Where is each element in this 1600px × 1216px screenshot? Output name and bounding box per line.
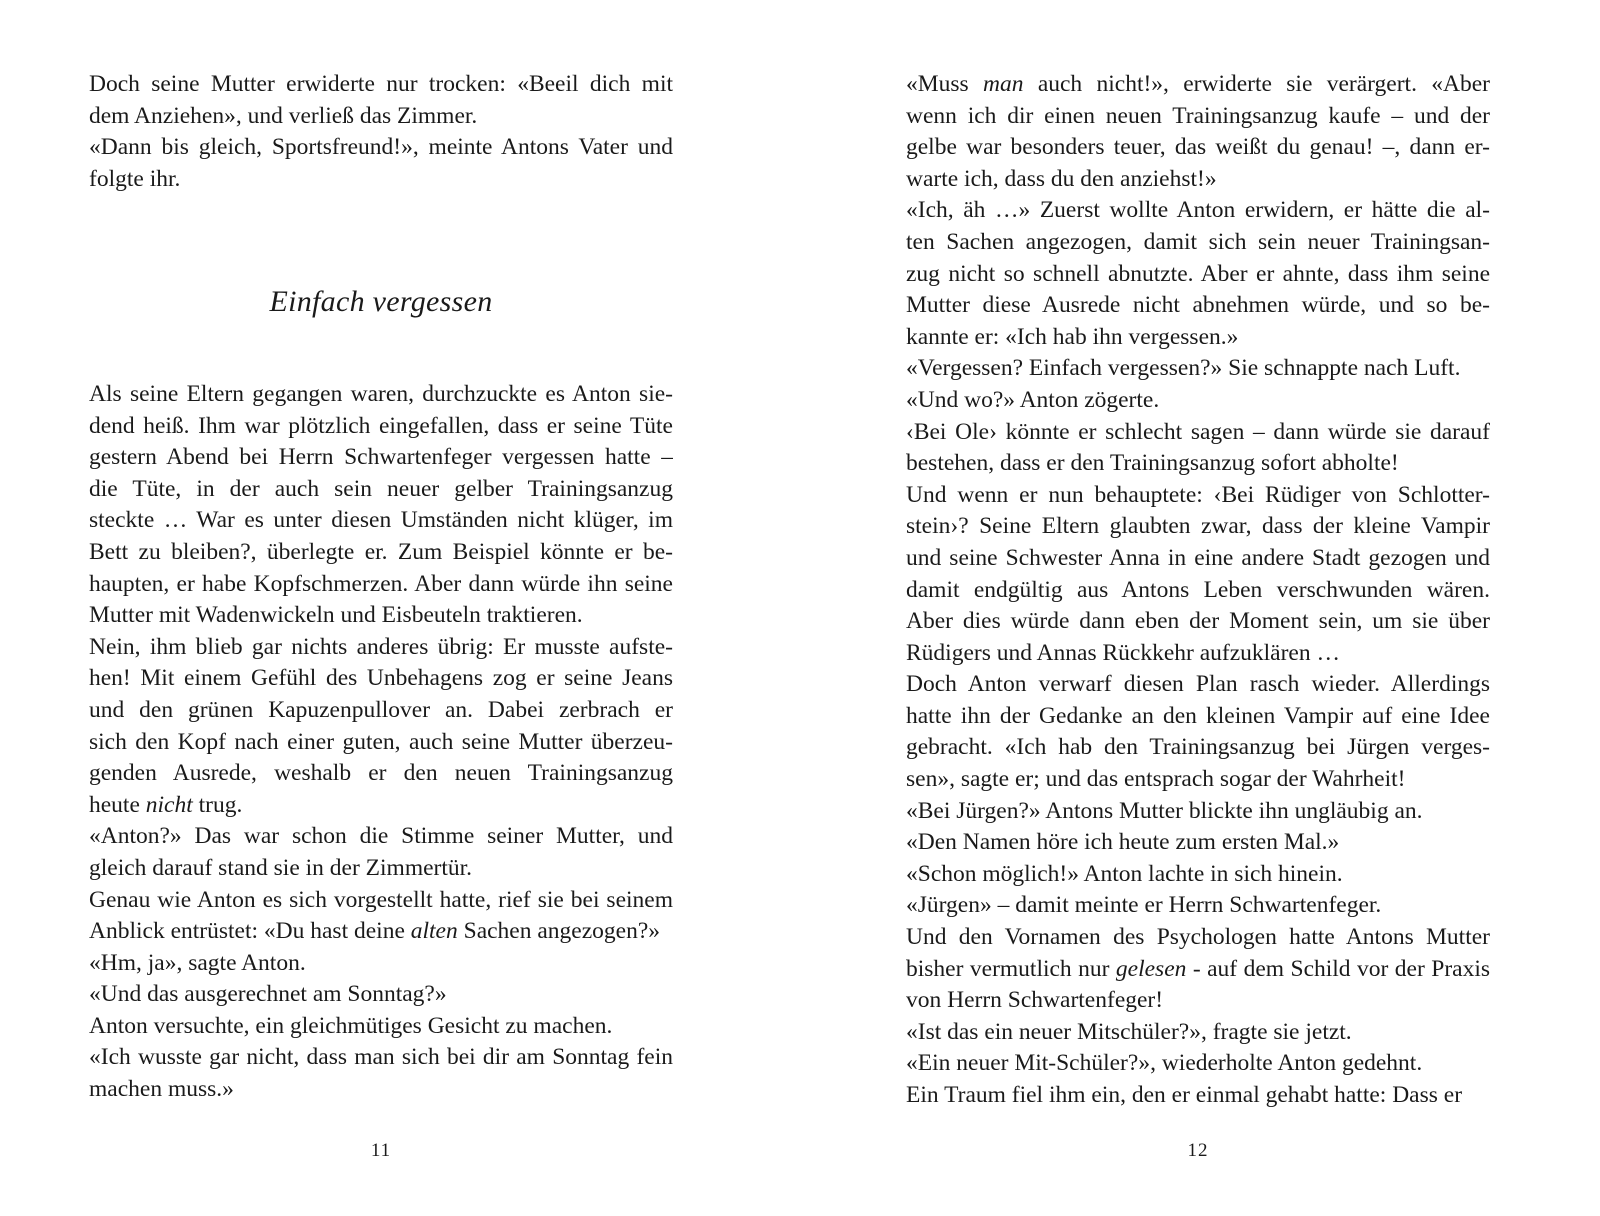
text-line: Anblick entrüstet: «Du hast deine alten Sachen angezogen?»	[89, 918, 661, 945]
text-line: Und den Vornamen des Psychologen hatte Antons Mutter	[906, 924, 1490, 951]
text-line: «Ist das ein neuer Mitschüler?», fragte sie jetzt.	[906, 1018, 1352, 1045]
text-line: «Bei Jürgen?» Antons Mutter blickte ihn ungläubig an.	[906, 797, 1423, 824]
emphasis: man	[983, 71, 1024, 97]
page-number-right: 12	[1187, 1140, 1209, 1161]
text-line: Mutter diese Ausrede nicht abnehmen würde, und so be-	[906, 292, 1490, 319]
emphasis: alten	[410, 918, 458, 945]
left-page-opening-text	[89, 69, 673, 195]
text-line: «Ich, äh …» Zuerst wollte Anton erwidern, er hätte die al-	[906, 197, 1490, 224]
text-line: zug nicht so schnell abnutzte. Aber er ahnte, dass ihm seine	[906, 260, 1490, 287]
text-line: Ein Traum fiel ihm ein, den er einmal gehabt hatte: Dass er	[906, 1082, 1463, 1108]
text-line: Als seine Eltern gegangen waren, durchzuckte es Anton sie-	[89, 381, 673, 407]
text-line: und den grünen Kapuzenpullover an. Dabei zerbrach er	[89, 696, 673, 723]
text-line: sich den Kopf nach einer guten, auch seine Mutter überzeu-	[89, 728, 673, 755]
text-line: damit endgültig aus Antons Leben verschwunden wären.	[906, 576, 1490, 603]
text-line: gelbe war besonders teuer, das weißt du genau! –, dann er-	[906, 134, 1490, 161]
text-line: Aber dies würde dann eben der Moment sein, um sie über	[906, 608, 1490, 635]
chapter-heading: Einfach vergessen	[269, 285, 493, 318]
text-line: bestehen, dass er den Trainingsanzug sofort abholte!	[906, 450, 1399, 477]
text-line: machen muss.»	[89, 1076, 234, 1103]
text-line: Und wenn er nun behauptete: ‹Bei Rüdiger von Schlotter-	[906, 481, 1490, 508]
text-line: «Und wo?» Anton zögerte.	[906, 386, 1160, 413]
text-line: kannte er: «Ich hab ihn vergessen.»	[906, 323, 1239, 350]
text-line: Rüdigers und Annas Rückkehr aufzuklären …	[906, 639, 1340, 666]
right-page	[800, 0, 1600, 1216]
text-line: genden Ausrede, weshalb er den neuen Trainingsanzug	[89, 760, 673, 787]
text-line: Genau wie Anton es sich vorgestellt hatte, rief sie bei seinem	[89, 886, 673, 913]
text-line: wenn ich dir einen neuen Trainingsanzug kaufe – und der	[906, 102, 1490, 129]
right-page-body-text	[906, 69, 1490, 1112]
text-line: «Hm, ja», sagte Anton.	[89, 949, 306, 976]
text-line: Doch seine Mutter erwiderte nur trocken: «Beeil dich mit	[89, 71, 673, 97]
text-line: steckte … War es unter diesen Umständen nicht klüger, im	[89, 507, 673, 534]
page-number-left: 11	[370, 1140, 392, 1161]
text-line: haupten, er habe Kopfschmerzen. Aber dann würde ihn seine	[89, 570, 673, 597]
text-line: ten Sachen angezogen, damit sich sein neuer Trainingsan-	[906, 228, 1490, 255]
emphasis: gelesen	[1115, 955, 1187, 982]
text-line: «Muss man auch nicht!», erwiderte sie verärgert. «Aber	[906, 71, 1490, 97]
text-line: stein›? Seine Eltern glaubten zwar, dass der kleine Vampir	[906, 513, 1490, 540]
text-line: und seine Schwester Anna in eine andere Stadt gezogen und	[906, 544, 1490, 571]
left-page-body-text	[89, 379, 673, 1106]
text-line: gestern Abend bei Herrn Schwartenfeger vergessen hatte –	[89, 444, 673, 471]
text-line: dem Anziehen», und verließ das Zimmer.	[89, 102, 478, 129]
text-line: heute nicht trug.	[89, 791, 243, 818]
text-line: «Ein neuer Mit-Schüler?», wiederholte Anton gedehnt.	[906, 1050, 1423, 1077]
text-line: sen», sagte er; und das entsprach sogar der Wahrheit!	[906, 766, 1406, 793]
text-line: Anton versuchte, ein gleichmütiges Gesicht zu machen.	[89, 1012, 613, 1039]
text-line: Bett zu bleiben?, überlegte er. Zum Beispiel könnte er be-	[89, 538, 673, 565]
text-line: gleich darauf stand sie in der Zimmertür.	[89, 854, 473, 881]
text-line: «Anton?» Das war schon die Stimme seiner Mutter, und	[89, 823, 673, 850]
text-line: «Dann bis gleich, Sportsfreund!», meinte Antons Vater und	[89, 134, 673, 161]
text-line: dend heiß. Ihm war plötzlich eingefallen, dass er seine Tüte	[89, 412, 673, 439]
text-line: hen! Mit einem Gefühl des Unbehagens zog er seine Jeans	[89, 665, 673, 692]
text-line: gebracht. «Ich hab den Trainingsanzug bei Jürgen verges-	[906, 734, 1490, 761]
text-line: ‹Bei Ole› könnte er schlecht sagen – dann würde sie darauf	[906, 418, 1490, 445]
text-line: «Vergessen? Einfach vergessen?» Sie schnappte nach Luft.	[906, 355, 1461, 382]
text-line: Mutter mit Wadenwickeln und Eisbeuteln traktieren.	[89, 602, 583, 629]
text-line: warte ich, dass du den anziehst!»	[906, 165, 1217, 192]
text-line: die Tüte, in der auch sein neuer gelber Trainingsanzug	[89, 475, 673, 502]
text-line: «Den Namen höre ich heute zum ersten Mal.»	[906, 829, 1340, 856]
text-line: «Schon möglich!» Anton lachte in sich hinein.	[906, 860, 1343, 887]
text-line: «Jürgen» – damit meinte er Herrn Schwartenfeger.	[906, 892, 1382, 919]
text-line: bisher vermutlich nur gelesen - auf dem Schild vor der Praxis	[906, 955, 1490, 982]
text-line: von Herrn Schwartenfeger!	[906, 987, 1164, 1014]
text-line: folgte ihr.	[89, 165, 181, 192]
text-line: Doch Anton verwarf diesen Plan rasch wieder. Allerdings	[906, 671, 1490, 698]
emphasis: nicht	[145, 791, 193, 818]
text-line: hatte ihn der Gedanke an den kleinen Vampir auf eine Idee	[906, 702, 1490, 729]
text-line: Nein, ihm blieb gar nichts anderes übrig: Er musste aufste-	[89, 633, 673, 660]
text-line: «Und das ausgerechnet am Sonntag?»	[89, 981, 447, 1008]
text-line: «Ich wusste gar nicht, dass man sich bei dir am Sonntag fein	[89, 1044, 673, 1071]
